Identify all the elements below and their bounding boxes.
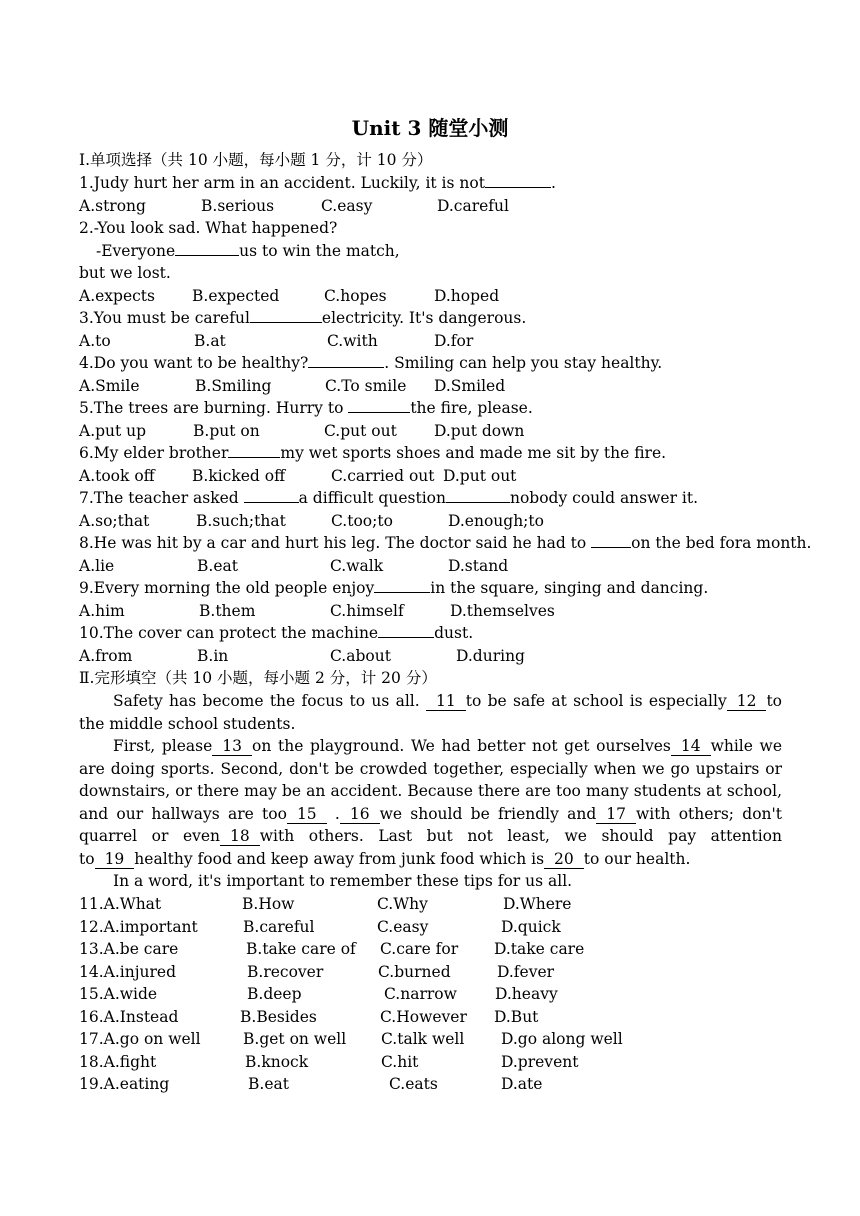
option: B.deep <box>247 985 302 1003</box>
question-4-options <box>0 375 860 397</box>
question-6-options <box>0 465 860 487</box>
option: C.Why <box>377 895 428 913</box>
option: 14.A.injured <box>79 963 177 981</box>
cloze-blank: 13 <box>212 737 252 756</box>
option: 15.A.wide <box>79 985 158 1003</box>
question-stem: 3.You must be careful <box>79 309 250 327</box>
question-stem: in the square, singing and dancing. <box>430 579 709 597</box>
option: D.prevent <box>501 1053 579 1071</box>
option: A.him <box>79 602 125 620</box>
question-stem: 7.The teacher asked <box>79 489 244 507</box>
question-7 <box>79 487 698 510</box>
option: D.during <box>456 647 525 665</box>
cloze-options-14 <box>0 961 860 983</box>
option: C.about <box>330 647 391 665</box>
question-5-options <box>0 420 860 442</box>
cloze-options-13 <box>0 938 860 960</box>
option: 16.A.Instead <box>79 1008 179 1026</box>
answer-blank <box>485 172 551 188</box>
option: D.hoped <box>434 287 500 305</box>
question-stem: us to win the match, <box>239 242 400 260</box>
question-stem: . <box>550 174 556 192</box>
option: D.themselves <box>450 602 555 620</box>
option: D.Where <box>503 895 572 913</box>
option: A.to <box>79 332 111 350</box>
option: B.kicked off <box>192 467 286 485</box>
passage-text: we should be friendly and <box>379 804 597 823</box>
answer-blank <box>175 240 239 256</box>
question-6 <box>79 442 666 465</box>
answer-blank <box>250 307 322 323</box>
cloze-paragraph-2 <box>79 735 782 871</box>
question-stem: dust. <box>434 624 474 642</box>
question-stem: 10.The cover can protect the machine <box>79 624 379 642</box>
option: D.stand <box>448 557 509 575</box>
page-title: Unit 3 随堂小测 <box>351 116 509 140</box>
question-8 <box>79 532 811 555</box>
option: C.himself <box>330 602 404 620</box>
cloze-options-17 <box>0 1028 860 1050</box>
cloze-options-19 <box>0 1073 860 1095</box>
option: D.fever <box>497 963 555 981</box>
question-stem: 1.Judy hurt her arm in an accident. Luckily, it is not <box>79 174 485 192</box>
option: C.put out <box>324 422 397 440</box>
question-stem: -Everyone <box>96 242 176 260</box>
option: A.put up <box>79 422 147 440</box>
passage-text: with others; don't quarrel or even <box>79 804 782 846</box>
option: B.in <box>197 647 229 665</box>
option: D.careful <box>437 197 509 215</box>
cloze-blank: 16 <box>340 805 380 824</box>
passage-text: healthy food and keep away from junk food which is <box>134 849 545 868</box>
option: D.enough;to <box>448 512 544 530</box>
option: D.take care <box>494 940 585 958</box>
option: B.put on <box>193 422 260 440</box>
question-stem: 6.My elder brother <box>79 444 229 462</box>
question-3 <box>79 307 526 330</box>
answer-blank <box>348 397 410 413</box>
option: B.Besides <box>240 1008 317 1026</box>
cloze-paragraph-1 <box>79 690 782 735</box>
question-stem: on the bed fora month. <box>631 534 812 552</box>
answer-blank <box>308 352 384 368</box>
option: 13.A.be care <box>79 940 179 958</box>
cloze-paragraph-3 <box>79 870 782 893</box>
option: C.care for <box>380 940 459 958</box>
option: C.easy <box>321 197 373 215</box>
option: B.take care of <box>246 940 356 958</box>
question-stem: 5.The trees are burning. Hurry to <box>79 399 349 417</box>
option: D.ate <box>501 1075 543 1093</box>
option: C.However <box>380 1008 467 1026</box>
option: D.quick <box>501 918 561 936</box>
option: 17.A.go on well <box>79 1030 201 1048</box>
question-2: 2.-You look sad. What happened? <box>79 219 338 237</box>
option: B.careful <box>243 918 315 936</box>
answer-blank <box>378 622 434 638</box>
passage-text: to our health. <box>583 849 691 868</box>
section-2-header: Ⅱ.完形填空（共 10 小题，每小题 2 分，计 20 分） <box>79 669 437 687</box>
option: A.Smile <box>79 377 140 395</box>
passage-text: In a word, it's important to remember these tips for us all. <box>113 872 573 890</box>
question-3-options <box>0 330 860 352</box>
question-2-continuation: but we lost. <box>79 264 171 282</box>
option: D.for <box>434 332 474 350</box>
question-stem: the fire, please. <box>410 399 533 417</box>
cloze-blank: 17 <box>596 805 636 824</box>
option: A.from <box>79 647 133 665</box>
option: B.recover <box>247 963 324 981</box>
cloze-blank: 14 <box>671 737 711 756</box>
answer-blank <box>228 442 280 458</box>
cloze-options-18 <box>0 1051 860 1073</box>
question-stem: electricity. It's dangerous. <box>321 309 527 327</box>
option: C.easy <box>377 918 429 936</box>
answer-blank <box>446 487 510 503</box>
option: C.talk well <box>381 1030 465 1048</box>
option: D.put down <box>434 422 525 440</box>
question-2-options <box>0 285 860 307</box>
question-stem: 9.Every morning the old people enjoy <box>79 579 375 597</box>
option: A.so;that <box>79 512 150 530</box>
question-9-options <box>0 600 860 622</box>
option: C.carried out <box>331 467 435 485</box>
cloze-blank: 15 <box>287 805 327 824</box>
option: A.took off <box>79 467 155 485</box>
option: B.such;that <box>196 512 286 530</box>
passage-text: with others. Last but not least, we should pay attention to <box>79 827 782 868</box>
passage-text: First, please <box>113 737 213 755</box>
option: B.knock <box>245 1053 309 1071</box>
question-stem: 4.Do you want to be healthy? <box>79 354 309 372</box>
question-8-options <box>0 555 860 577</box>
answer-blank <box>374 577 430 593</box>
option: C.hit <box>381 1053 419 1071</box>
passage-text: Safety has become the focus to us all. <box>113 692 426 710</box>
answer-blank <box>591 532 631 548</box>
question-stem: nobody could answer it. <box>509 489 699 507</box>
option: 18.A.fight <box>79 1053 157 1071</box>
option: 19.A.eating <box>79 1075 170 1093</box>
question-stem: a difficult question <box>298 489 446 507</box>
question-1 <box>79 172 556 195</box>
question-stem: my wet sports shoes and made me sit by the fire. <box>280 444 667 462</box>
cloze-options-11 <box>0 893 860 915</box>
answer-blank <box>244 487 299 503</box>
option: C.burned <box>378 963 451 981</box>
option: C.eats <box>389 1075 438 1093</box>
cloze-blank: 11 <box>426 692 466 711</box>
question-stem: 8.He was hit by a car and hurt his leg. The doctor said he had to <box>79 534 592 552</box>
option: C.walk <box>330 557 384 575</box>
question-9 <box>79 577 708 600</box>
option: D.go along well <box>501 1030 623 1048</box>
question-1-options <box>0 195 860 217</box>
question-5 <box>79 397 533 420</box>
option: A.expects <box>79 287 155 305</box>
option: C.with <box>327 332 378 350</box>
passage-text: to the middle school students. <box>79 692 783 733</box>
option: C.too;to <box>331 512 393 530</box>
cloze-blank: 20 <box>544 850 584 869</box>
option: B.them <box>199 602 256 620</box>
option: C.narrow <box>384 985 457 1003</box>
option: B.How <box>242 895 295 913</box>
option: D.But <box>494 1008 539 1026</box>
option: 11.A.What <box>79 895 162 913</box>
question-4 <box>79 352 662 375</box>
passage-text: on the playground. We had better not get ourselves <box>252 737 671 755</box>
question-7-options <box>0 510 860 532</box>
question-10-options <box>0 645 860 667</box>
cloze-options-12 <box>0 916 860 938</box>
passage-text: . <box>326 804 340 823</box>
passage-text: to be safe at school is especially <box>465 692 727 710</box>
option: C.To smile <box>325 377 407 395</box>
cloze-options-15 <box>0 983 860 1005</box>
option: B.get on well <box>243 1030 347 1048</box>
option: B.eat <box>248 1075 289 1093</box>
cloze-blank: 19 <box>95 850 135 869</box>
option: A.lie <box>79 557 115 575</box>
option: D.heavy <box>495 985 558 1003</box>
option: B.serious <box>201 197 275 215</box>
option: B.at <box>194 332 226 350</box>
section-1-header: Ⅰ.单项选择（共 10 小题，每小题 1 分，计 10 分） <box>79 151 433 169</box>
option: B.eat <box>197 557 238 575</box>
question-stem: . Smiling can help you stay healthy. <box>384 354 663 372</box>
cloze-blank: 18 <box>220 827 260 846</box>
cloze-blank: 12 <box>727 692 767 711</box>
question-10 <box>79 622 473 645</box>
option: D.put out <box>443 467 517 485</box>
question-2-reply <box>96 240 400 263</box>
option: A.strong <box>79 197 146 215</box>
option: B.expected <box>192 287 280 305</box>
option: D.Smiled <box>434 377 506 395</box>
option: B.Smiling <box>195 377 272 395</box>
passage-text: while we are doing sports. Second, don't be crowded together, especially when we go upstairs or downstairs, or there may be an accident. Because there are too many students at school, and our hallways are too <box>79 737 782 823</box>
option: C.hopes <box>324 287 387 305</box>
option: 12.A.important <box>79 918 198 936</box>
cloze-options-16 <box>0 1006 860 1028</box>
